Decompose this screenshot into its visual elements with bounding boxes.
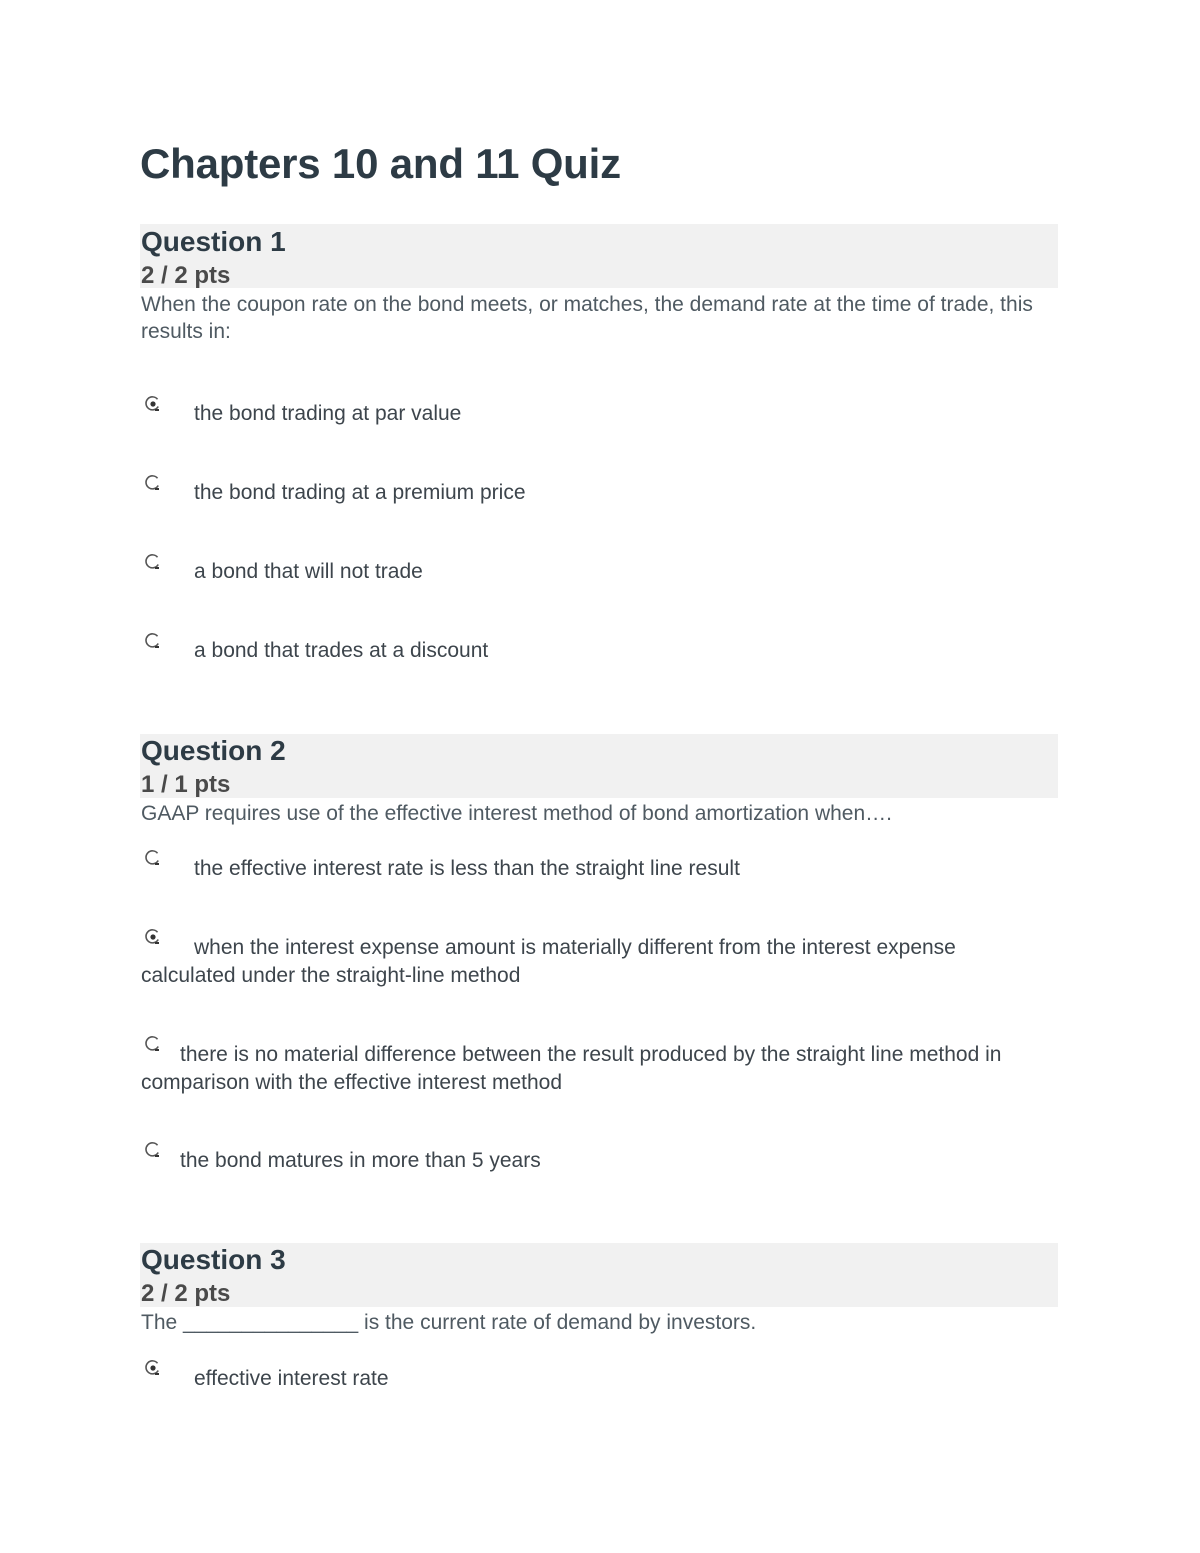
question-2-text: GAAP requires use of the effective interest method of bond amortization when….: [141, 802, 892, 825]
question-3-points: 2 / 2 pts: [141, 1280, 231, 1307]
question-2-answer-3[interactable]: there is no material difference between the result produced by the straight line method in comparison with the effective interest method: [141, 1043, 1002, 1094]
question-3-answer-1[interactable]: effective interest rate: [194, 1367, 389, 1390]
question-1-answer-3[interactable]: a bond that will not trade: [194, 560, 423, 583]
question-1-answer-1[interactable]: the bond trading at par value: [194, 402, 462, 425]
question-2-answer-1[interactable]: the effective interest rate is less than the straight line result: [194, 857, 740, 880]
page-title: Chapters 10 and 11 Quiz: [140, 140, 621, 187]
question-2-answer-4[interactable]: the bond matures in more than 5 years: [180, 1149, 541, 1172]
question-3-title: Question 3: [141, 1244, 286, 1275]
question-1-answer-4[interactable]: a bond that trades at a discount: [194, 639, 489, 662]
question-1-text: When the coupon rate on the bond meets, or matches, the demand rate at the time of trade, this results in:: [141, 293, 1033, 343]
question-2-answer-2[interactable]: when the interest expense amount is materially different from the interest expense calculated under the straight-line method: [141, 936, 956, 987]
question-1-answer-2[interactable]: the bond trading at a premium price: [194, 481, 526, 504]
question-1-points: 2 / 2 pts: [141, 262, 231, 289]
question-1-title: Question 1: [141, 226, 286, 257]
question-2-points: 1 / 1 pts: [141, 771, 231, 798]
question-3-text: The _______________ is the current rate of demand by investors.: [141, 1311, 757, 1334]
question-2-title: Question 2: [141, 735, 286, 766]
